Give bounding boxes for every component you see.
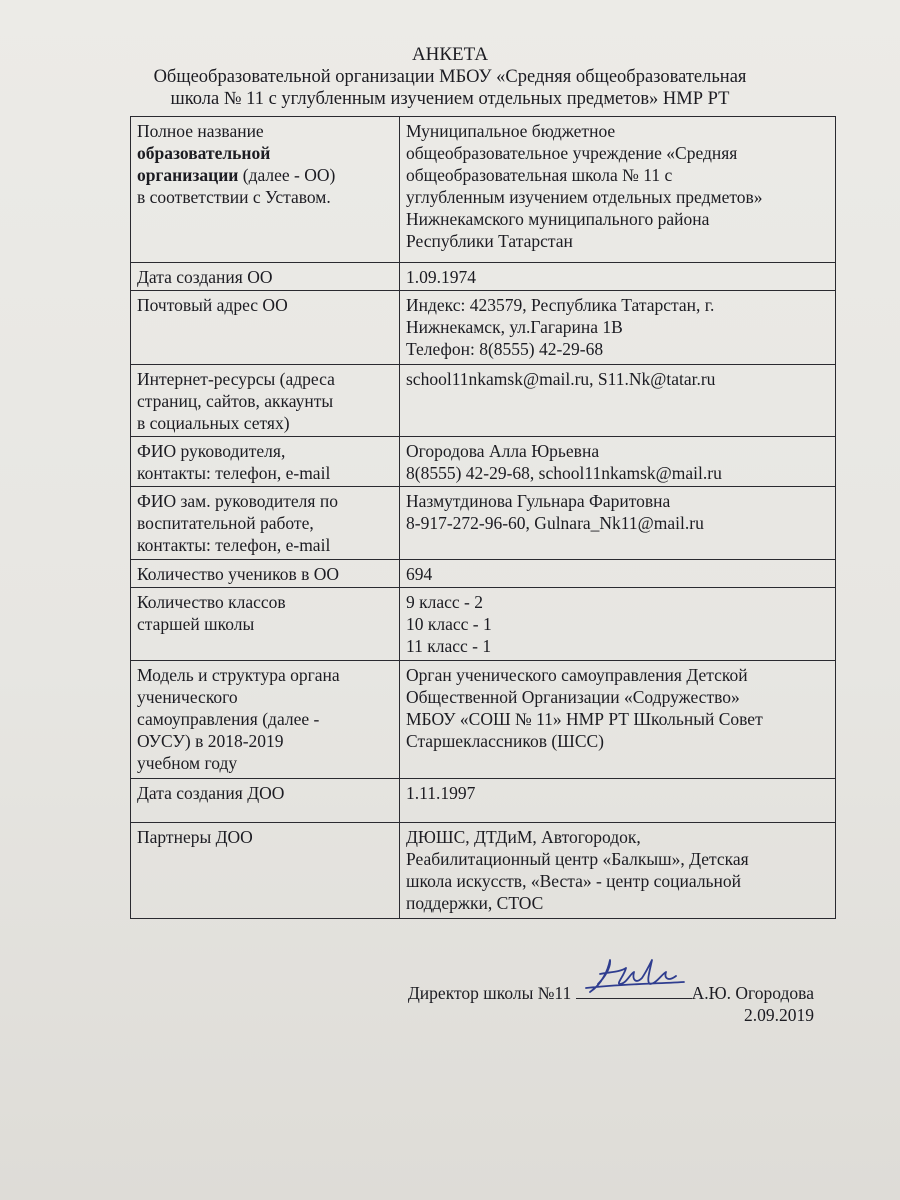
value-line: 1.09.1974 [406,267,476,287]
table-row [131,437,836,487]
label-bold-part: организации [137,165,239,185]
row-label [131,437,400,487]
label-line: ученического [137,687,238,707]
row-label [131,291,400,365]
value-line: ДЮШС, ДТДиМ, Автогородок, [406,827,641,847]
label-line: страниц, сайтов, аккаунты [137,391,334,411]
value-line: общеобразовательное учреждение «Средняя [406,143,738,163]
label-line: Модель и структура органа [137,665,340,685]
row-value [400,661,836,779]
table-row [131,588,836,661]
row-label [131,263,400,291]
value-line: МБОУ «СОШ № 11» НМР РТ Школьный Совет [406,709,763,729]
value-line: Муниципальное бюджетное [406,121,616,141]
table-row [131,291,836,365]
value-line: поддержки, СТОС [406,893,544,913]
table-row [131,661,836,779]
value-line: Республики Татарстан [406,231,573,251]
value-line: Нижнекамского муниципального района [406,209,710,229]
table-row [131,487,836,560]
label-line: Дата создания ОО [137,267,273,287]
value-line: 9 класс - 2 [406,592,483,612]
label-line: старшей школы [137,614,255,634]
label-line: Партнеры ДОО [137,827,253,847]
row-label [131,661,400,779]
table-row [131,560,836,588]
signature-block [408,980,814,1026]
organization-line-2: школа № 11 с углубленным изучением отдельных предметов» НМР РТ [170,89,730,109]
label-line: ФИО руководителя, [137,441,286,461]
value-line: 10 класс - 1 [406,614,492,634]
director-position: Директор школы №11 [407,983,572,1003]
label-line: образовательной [137,143,271,163]
row-label [131,823,400,919]
label-line: в социальных сетях) [137,413,290,433]
row-value [400,117,836,263]
table-row [131,823,836,919]
table-row [131,117,836,263]
value-line: школа искусств, «Веста» - центр социальной [406,871,742,891]
value-line: school11nkamsk@mail.ru, S11.Nk@tatar.ru [406,369,716,389]
table-row [131,779,836,823]
value-line: Нижнекамск, ул.Гагарина 1В [406,317,623,337]
row-label [131,117,400,263]
table-row [131,263,836,291]
value-line: Реабилитационный центр «Балкыш», Детская [406,849,749,869]
row-value [400,365,836,437]
row-value [400,487,836,560]
row-label [131,779,400,823]
value-line: общеобразовательная школа № 11 с [406,165,673,185]
label-line: Полное название [137,121,264,141]
row-value [400,291,836,365]
label-line: ФИО зам. руководителя по [137,491,338,511]
value-line: Индекс: 423579, Республика Татарстан, г. [406,295,715,315]
signature-field [576,980,692,999]
row-value [400,779,836,823]
value-line: Общественной Организации «Содружество» [406,687,740,707]
row-label [131,560,400,588]
label-line: ОУСУ) в 2018-2019 [137,731,284,751]
label-line: Дата создания ДОО [137,783,285,803]
handwritten-signature [580,954,690,998]
row-value [400,823,836,919]
label-line: Количество классов [137,592,286,612]
row-label [131,487,400,560]
table-row [131,365,836,437]
row-value [400,560,836,588]
label-line: контакты: телефон, e-mail [137,463,331,483]
label-line: Количество учеников в ОО [137,564,340,584]
label-line: Интернет-ресурсы (адреса [137,369,335,389]
label-line: Почтовый адрес ОО [137,295,288,315]
value-line: 8-917-272-96-60, Gulnara_Nk11@mail.ru [406,513,704,533]
row-value [400,588,836,661]
document-title: АНКЕТА [411,44,489,65]
row-value [400,263,836,291]
value-line: 1.11.1997 [406,783,476,803]
value-line: Назмутдинова Гульнара Фаритовна [406,491,671,511]
signature-line [408,980,814,1004]
value-line: углубленным изучением отдельных предметов» [406,187,763,207]
label-line: организации (далее - ОО) [137,165,336,185]
label-line: в соответствии с Уставом. [137,187,331,207]
label-line: самоуправления (далее - [137,709,320,729]
label-line: воспитательной работе, [137,513,314,533]
value-line: Огородова Алла Юрьевна [406,441,600,461]
questionnaire-table [130,116,836,919]
director-name: А.Ю. Огородова [691,983,814,1003]
organization-line-1: Общеобразовательной организации МБОУ «Средняя общеобразовательная [153,67,747,87]
label-line: контакты: телефон, e-mail [137,535,331,555]
value-line: Орган ученического самоуправления Детской [406,665,748,685]
document-header [0,44,900,110]
value-line: 11 класс - 1 [406,636,492,656]
value-line: Телефон: 8(8555) 42-29-68 [406,339,604,359]
row-value [400,437,836,487]
value-line: 8(8555) 42-29-68, school11nkamsk@mail.ru [406,463,722,483]
value-line: Старшеклассников (ШСС) [406,731,604,751]
value-line: 694 [406,564,433,584]
signature-date: 2.09.2019 [744,1005,814,1025]
row-label [131,365,400,437]
label-line: учебном году [137,753,238,773]
row-label [131,588,400,661]
